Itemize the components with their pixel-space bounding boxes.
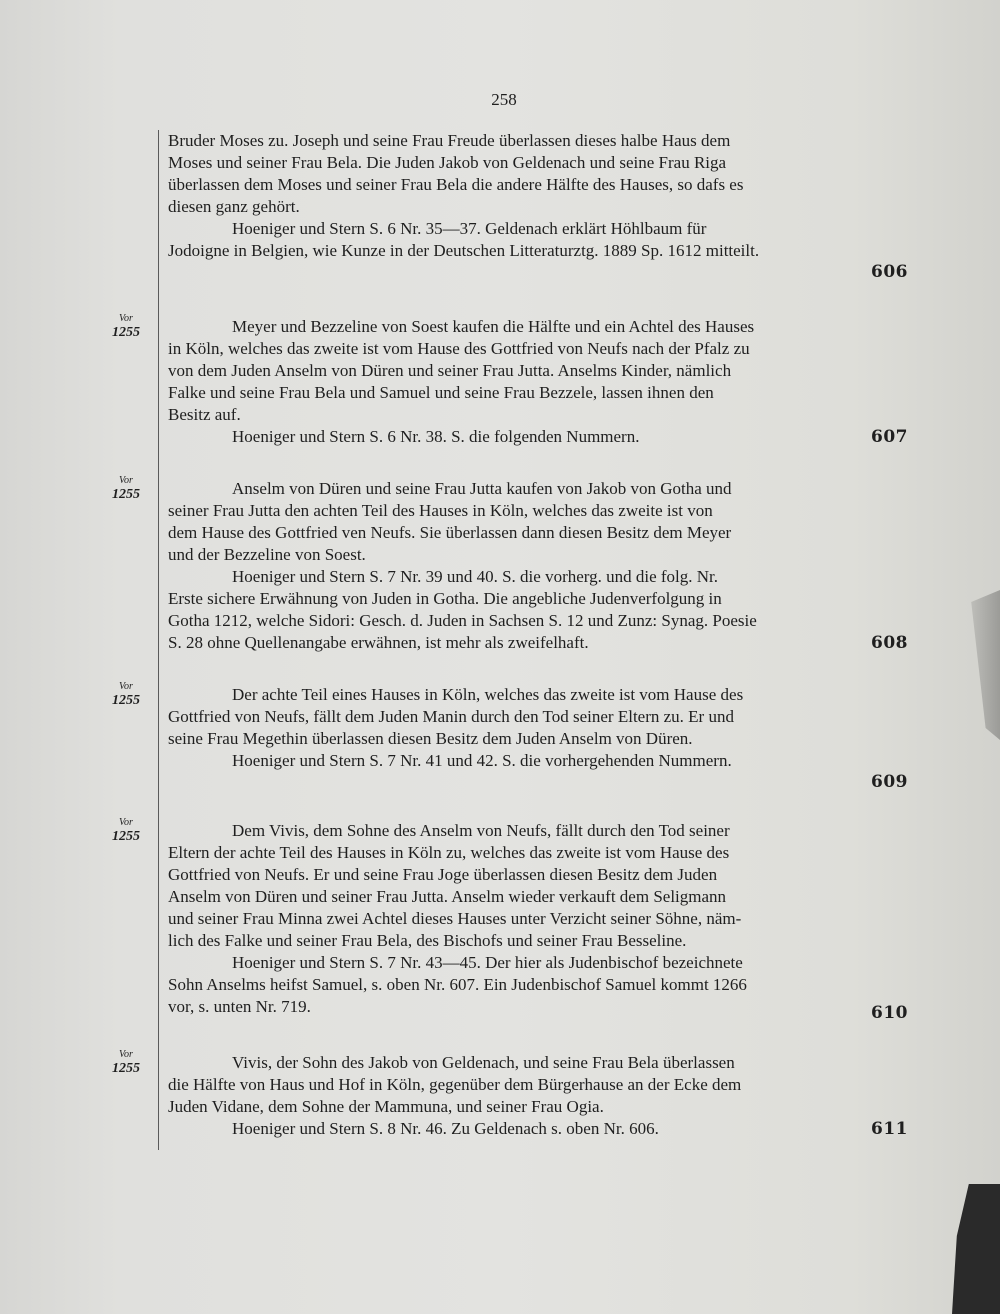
entry-line: und der Bezzeline von Soest. (168, 545, 366, 564)
entry-line: Gottfried von Neufs. Er und seine Frau Joge überlassen diesen Besitz dem Juden (168, 865, 718, 884)
entry-line: Moses und seiner Frau Bela. Die Juden Jakob von Geldenach und seine Frau Riga (168, 153, 727, 172)
margin-year: 1255 (112, 693, 140, 708)
entry-line: von dem Juden Anselm von Düren und seiner Frau Jutta. Anselms Kinder, nämlich (168, 361, 732, 380)
reference-line: Sohn Anselms heifst Samuel, s. oben Nr. 607. Ein Judenbischof Samuel kommt 1266 (168, 975, 747, 994)
entry-608 (168, 478, 908, 654)
entry-line: Gottfried von Neufs, fällt dem Juden Manin durch den Tod seiner Eltern zu. Er und (168, 707, 734, 726)
entry-line: Der achte Teil eines Hauses in Köln, welches das zweite ist vom Hause des (232, 685, 744, 704)
entry-number: 607 (871, 427, 908, 447)
entry-610 (168, 820, 908, 1023)
entry-line: Anselm von Düren und seine Frau Jutta kaufen von Jakob von Gotha und (232, 479, 732, 498)
page-corner-shadow (952, 1184, 1000, 1314)
entry-line: seiner Frau Jutta den achten Teil des Hauses in Köln, welches das zweite ist von (168, 501, 713, 520)
entry-line: lich des Falke und seiner Frau Bela, des Bischofs und seiner Frau Besseline. (168, 931, 687, 950)
margin-year: 1255 (112, 487, 140, 502)
entry-line: Besitz auf. (168, 405, 241, 424)
margin-vor: Vor (119, 313, 133, 324)
margin-date (100, 474, 152, 502)
reference-line: Hoeniger und Stern S. 6 Nr. 38. S. die folgenden Nummern. (232, 427, 640, 446)
margin-vor: Vor (119, 475, 133, 486)
entry-line: Juden Vidane, dem Sohne der Mammuna, und seiner Frau Ogia. (168, 1097, 604, 1116)
page-number: 258 (491, 90, 517, 109)
entry-line: die Hälfte von Haus und Hof in Köln, gegenüber dem Bürgerhause an der Ecke dem (168, 1075, 742, 1094)
entry-line: und seiner Frau Minna zwei Achtel dieses Hauses unter Verzicht seiner Söhne, näm- (168, 909, 742, 928)
entry-line: Eltern der achte Teil des Hauses in Köln zu, welches das zweite ist vom Hause des (168, 843, 730, 862)
margin-year: 1255 (112, 829, 140, 844)
margin-vor: Vor (119, 681, 133, 692)
margin-date (100, 1048, 152, 1076)
reference-line: Hoeniger und Stern S. 7 Nr. 41 und 42. S. die vorhergehenden Nummern. (232, 751, 732, 770)
reference-line: Gotha 1212, welche Sidori: Gesch. d. Juden in Sachsen S. 12 und Zunz: Synag. Poesie (168, 611, 757, 630)
entry-607 (168, 316, 908, 448)
reference-line: Erste sichere Erwähnung von Juden in Gotha. Die angebliche Judenverfolgung in (168, 589, 722, 608)
entry-number: 611 (871, 1119, 908, 1139)
entry-number: 608 (871, 633, 908, 653)
entry-line: Anselm von Düren und seiner Frau Jutta. Anselm wieder verkauft dem Seligmann (168, 887, 727, 906)
margin-date (100, 680, 152, 708)
entry-609 (168, 684, 908, 794)
reference-line: Hoeniger und Stern S. 6 Nr. 35—37. Geldenach erklärt Höhlbaum für (232, 219, 707, 238)
reference-line: Hoeniger und Stern S. 7 Nr. 39 und 40. S. die vorherg. und die folg. Nr. (232, 567, 719, 586)
entry-line: dem Hause des Gottfried ven Neufs. Sie überlassen dann diesen Besitz dem Meyer (168, 523, 732, 542)
margin-rule (158, 130, 159, 1150)
entry-606 (168, 130, 908, 284)
margin-year: 1255 (112, 1061, 140, 1076)
entry-line: diesen ganz gehört. (168, 197, 300, 216)
entry-line: Vivis, der Sohn des Jakob von Geldenach, und seine Frau Bela überlassen (232, 1053, 735, 1072)
entry-number: 606 (871, 262, 908, 282)
reference-line: vor, s. unten Nr. 719. (168, 997, 311, 1016)
entry-line: in Köln, welches das zweite ist vom Hause des Gottfried von Neufs nach der Pfalz zu (168, 339, 750, 358)
entry-line: seine Frau Megethin überlassen diesen Besitz dem Juden Anselm von Düren. (168, 729, 693, 748)
margin-year: 1255 (112, 325, 140, 340)
entry-number: 609 (871, 772, 908, 792)
entry-number: 610 (871, 1003, 908, 1023)
page-shadow (952, 590, 1000, 740)
entry-line: Dem Vivis, dem Sohne des Anselm von Neufs, fällt durch den Tod seiner (232, 821, 730, 840)
margin-date (100, 312, 152, 340)
reference-line: Hoeniger und Stern S. 8 Nr. 46. Zu Geldenach s. oben Nr. 606. (232, 1119, 659, 1138)
margin-date (100, 816, 152, 844)
reference-line: Hoeniger und Stern S. 7 Nr. 43—45. Der hier als Judenbischof bezeichnete (232, 953, 743, 972)
entry-line: Meyer und Bezzeline von Soest kaufen die Hälfte und ein Achtel des Hauses (232, 317, 755, 336)
margin-vor: Vor (119, 817, 133, 828)
margin-vor: Vor (119, 1049, 133, 1060)
reference-line: S. 28 ohne Quellenangabe erwähnen, ist mehr als zweifelhaft. (168, 633, 589, 652)
entry-line: überlassen dem Moses und seiner Frau Bela die andere Hälfte des Hauses, so dafs es (168, 175, 744, 194)
reference-line: Jodoigne in Belgien, wie Kunze in der Deutschen Litteraturztg. 1889 Sp. 1612 mitteilt. (168, 241, 760, 260)
entry-line: Bruder Moses zu. Joseph und seine Frau Freude überlassen dieses halbe Haus dem (168, 131, 731, 150)
entry-line: Falke und seine Frau Bela und Samuel und seine Frau Bezzele, lassen ihnen den (168, 383, 714, 402)
entry-611 (168, 1052, 908, 1140)
